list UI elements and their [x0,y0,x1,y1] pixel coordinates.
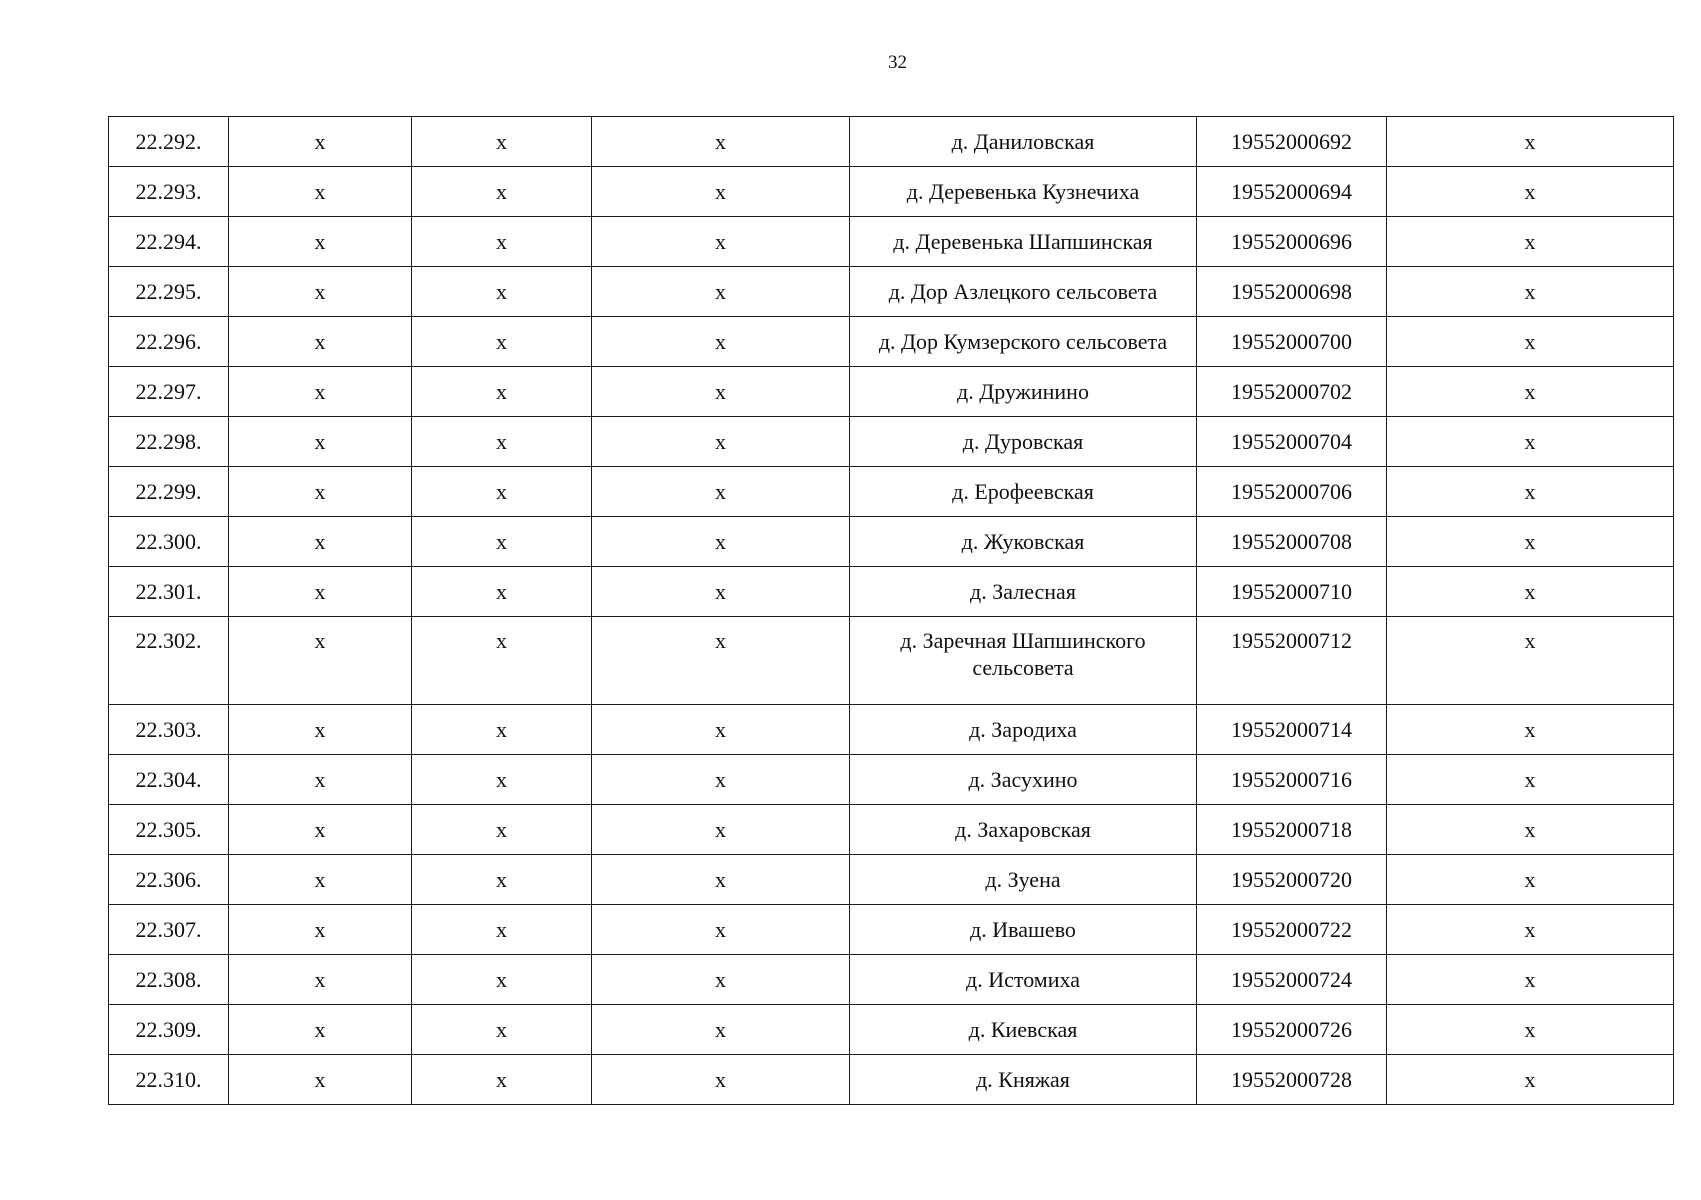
column-3-cell: х [412,517,592,567]
settlement-name-cell: д. Дор Азлецкого сельсовета [850,267,1197,317]
column-3-cell: х [412,805,592,855]
table-row [109,1005,1674,1055]
row-number-cell: 22.296. [109,317,229,367]
oktmo-code-cell: 19552000716 [1197,755,1387,805]
oktmo-code-cell: 19552000724 [1197,955,1387,1005]
column-3-cell: х [412,367,592,417]
column-3-cell: х [412,267,592,317]
column-2-cell: х [229,267,412,317]
column-2-cell: х [229,517,412,567]
column-2-cell: х [229,855,412,905]
column-7-cell: х [1387,467,1674,517]
column-3-cell: х [412,1005,592,1055]
oktmo-code-cell: 19552000726 [1197,1005,1387,1055]
column-2-cell: х [229,1005,412,1055]
oktmo-code-cell: 19552000692 [1197,117,1387,167]
column-3-cell: х [412,1055,592,1105]
column-2-cell: х [229,955,412,1005]
row-number-cell: 22.303. [109,705,229,755]
settlement-name-cell: д. Дор Кумзерского сельсовета [850,317,1197,367]
column-2-cell: х [229,367,412,417]
column-4-cell: х [592,367,850,417]
oktmo-code-cell: 19552000698 [1197,267,1387,317]
column-3-cell: х [412,467,592,517]
column-7-cell: х [1387,367,1674,417]
column-2-cell: х [229,755,412,805]
settlement-name-cell: д. Жуковская [850,517,1197,567]
table-row [109,617,1674,705]
column-7-cell: х [1387,805,1674,855]
column-4-cell: х [592,567,850,617]
settlement-name-cell: д. Деревенька Кузнечиха [850,167,1197,217]
column-4-cell: х [592,1005,850,1055]
table-row [109,267,1674,317]
column-4-cell: х [592,617,850,705]
settlement-name-cell: д. Зуена [850,855,1197,905]
column-3-cell: х [412,417,592,467]
settlement-name-cell: д. Даниловская [850,117,1197,167]
column-7-cell: х [1387,705,1674,755]
column-4-cell: х [592,517,850,567]
row-number-cell: 22.295. [109,267,229,317]
row-number-cell: 22.302. [109,617,229,705]
settlement-name-cell: д. Залесная [850,567,1197,617]
column-4-cell: х [592,755,850,805]
oktmo-code-cell: 19552000728 [1197,1055,1387,1105]
column-4-cell: х [592,905,850,955]
settlement-name-cell: д. Дружинино [850,367,1197,417]
settlement-name-cell: д. Захаровская [850,805,1197,855]
table-row [109,955,1674,1005]
row-number-cell: 22.299. [109,467,229,517]
column-7-cell: х [1387,267,1674,317]
settlement-name-cell: д. Ивашево [850,905,1197,955]
column-3-cell: х [412,705,592,755]
column-7-cell: х [1387,855,1674,905]
settlement-name-cell: д. Засухино [850,755,1197,805]
table-row [109,217,1674,267]
column-4-cell: х [592,167,850,217]
oktmo-code-cell: 19552000702 [1197,367,1387,417]
oktmo-code-cell: 19552000718 [1197,805,1387,855]
table-row [109,167,1674,217]
table-row [109,417,1674,467]
oktmo-code-cell: 19552000714 [1197,705,1387,755]
table-row [109,317,1674,367]
row-number-cell: 22.305. [109,805,229,855]
oktmo-code-cell: 19552000696 [1197,217,1387,267]
column-4-cell: х [592,705,850,755]
column-2-cell: х [229,417,412,467]
settlement-name-cell: д. Киевская [850,1005,1197,1055]
oktmo-code-cell: 19552000722 [1197,905,1387,955]
column-2-cell: х [229,1055,412,1105]
oktmo-code-cell: 19552000706 [1197,467,1387,517]
column-3-cell: х [412,167,592,217]
row-number-cell: 22.309. [109,1005,229,1055]
column-3-cell: х [412,755,592,805]
table-row [109,755,1674,805]
column-7-cell: х [1387,755,1674,805]
column-7-cell: х [1387,217,1674,267]
table-row [109,117,1674,167]
column-3-cell: х [412,905,592,955]
column-4-cell: х [592,805,850,855]
column-7-cell: х [1387,117,1674,167]
row-number-cell: 22.307. [109,905,229,955]
settlement-name-cell: д. Деревенька Шапшинская [850,217,1197,267]
column-2-cell: х [229,905,412,955]
settlement-name-cell: д. Ерофеевская [850,467,1197,517]
column-2-cell: х [229,117,412,167]
settlement-name-cell: д. Истомиха [850,955,1197,1005]
column-4-cell: х [592,955,850,1005]
column-3-cell: х [412,567,592,617]
column-2-cell: х [229,317,412,367]
column-3-cell: х [412,955,592,1005]
oktmo-code-cell: 19552000694 [1197,167,1387,217]
column-3-cell: х [412,317,592,367]
column-7-cell: х [1387,167,1674,217]
settlement-name-cell: д. Княжая [850,1055,1197,1105]
column-3-cell: х [412,617,592,705]
column-2-cell: х [229,705,412,755]
column-7-cell: х [1387,417,1674,467]
settlement-name-cell: д. Дуровская [850,417,1197,467]
column-2-cell: х [229,217,412,267]
row-number-cell: 22.294. [109,217,229,267]
table-row [109,805,1674,855]
row-number-cell: 22.297. [109,367,229,417]
oktmo-code-cell: 19552000710 [1197,567,1387,617]
row-number-cell: 22.292. [109,117,229,167]
column-4-cell: х [592,467,850,517]
settlements-table [108,116,1674,1105]
column-4-cell: х [592,217,850,267]
row-number-cell: 22.310. [109,1055,229,1105]
column-7-cell: х [1387,905,1674,955]
table-row [109,517,1674,567]
column-4-cell: х [592,267,850,317]
column-7-cell: х [1387,567,1674,617]
column-4-cell: х [592,117,850,167]
column-4-cell: х [592,1055,850,1105]
column-2-cell: х [229,467,412,517]
column-3-cell: х [412,117,592,167]
table-row [109,467,1674,517]
column-7-cell: х [1387,1005,1674,1055]
table-row [109,567,1674,617]
row-number-cell: 22.308. [109,955,229,1005]
column-7-cell: х [1387,517,1674,567]
table-body [109,117,1674,1105]
table-row [109,705,1674,755]
column-7-cell: х [1387,955,1674,1005]
row-number-cell: 22.304. [109,755,229,805]
row-number-cell: 22.301. [109,567,229,617]
table-row [109,855,1674,905]
column-4-cell: х [592,855,850,905]
column-3-cell: х [412,217,592,267]
column-2-cell: х [229,567,412,617]
page-number: 32 [888,52,907,73]
column-2-cell: х [229,617,412,705]
row-number-cell: 22.298. [109,417,229,467]
column-4-cell: х [592,417,850,467]
column-3-cell: х [412,855,592,905]
table-row [109,905,1674,955]
oktmo-code-cell: 19552000708 [1197,517,1387,567]
row-number-cell: 22.300. [109,517,229,567]
column-7-cell: х [1387,1055,1674,1105]
oktmo-code-cell: 19552000700 [1197,317,1387,367]
column-7-cell: х [1387,317,1674,367]
column-4-cell: х [592,317,850,367]
table-row [109,367,1674,417]
table-row [109,1055,1674,1105]
row-number-cell: 22.293. [109,167,229,217]
oktmo-code-cell: 19552000712 [1197,617,1387,705]
column-7-cell: х [1387,617,1674,705]
oktmo-code-cell: 19552000704 [1197,417,1387,467]
column-2-cell: х [229,805,412,855]
settlement-name-cell: д. Зародиха [850,705,1197,755]
oktmo-code-cell: 19552000720 [1197,855,1387,905]
column-2-cell: х [229,167,412,217]
settlement-name-cell: д. Заречная Шапшинского сельсовета [850,617,1197,705]
row-number-cell: 22.306. [109,855,229,905]
